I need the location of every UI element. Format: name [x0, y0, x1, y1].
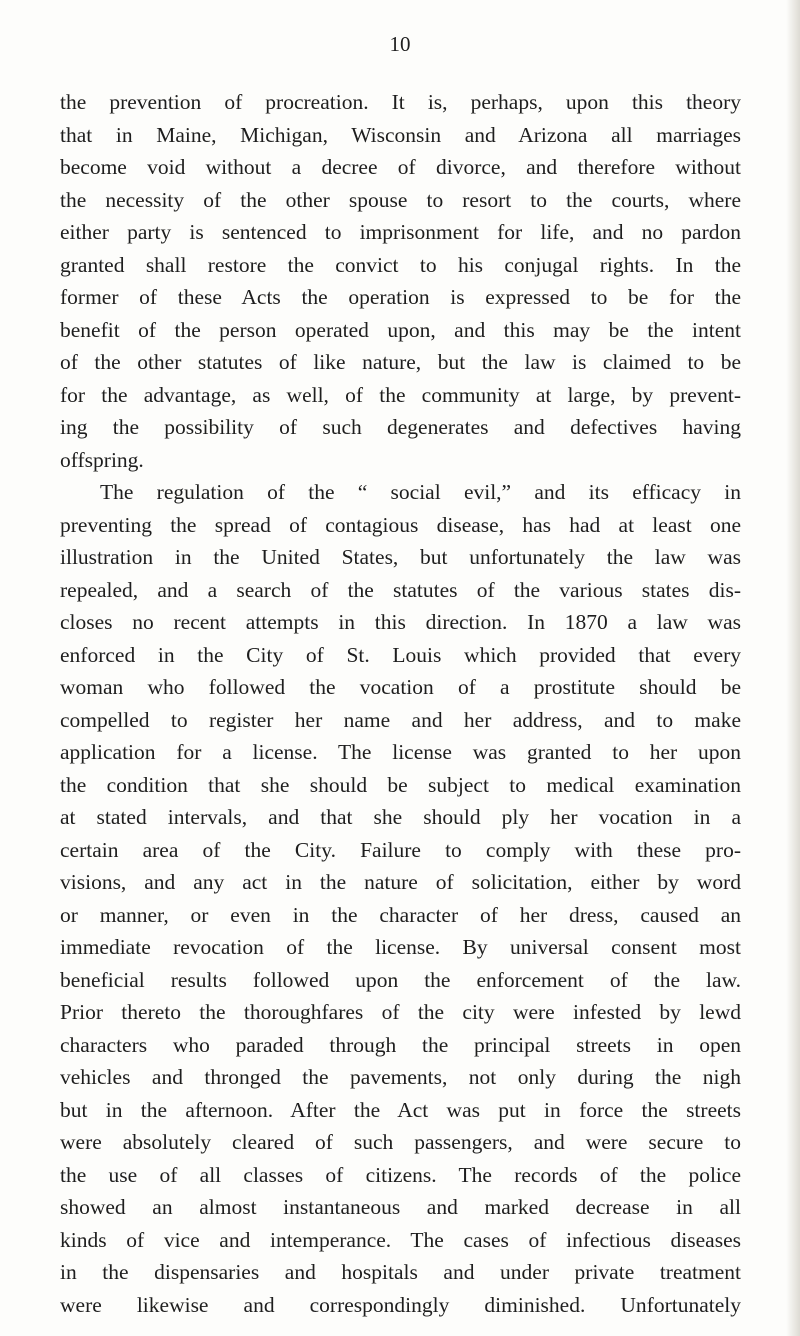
- text-line: either party is sentenced to imprisonment for life, and no pardon: [60, 220, 741, 244]
- text-line: enforced in the City of St. Louis which provided that every: [60, 642, 741, 667]
- text-line: become void without a decree of divorce, and therefore without: [60, 155, 741, 179]
- text-line: were absolutely cleared of such passengers, and were secure to: [60, 1130, 741, 1154]
- text-line: the prevention of procreation. It is, perhaps, upon this theory: [60, 90, 741, 114]
- text-line: ing the possibility of such degenerates and defectives having: [60, 415, 741, 439]
- body-text: [60, 86, 741, 1321]
- text-line: kinds of vice and intemperance. The cases of infectious diseases: [60, 1227, 741, 1252]
- text-line: Prior thereto the thoroughfares of the city were infested by lewd: [60, 1000, 741, 1024]
- text-line: the necessity of the other spouse to resort to the courts, where: [60, 187, 741, 212]
- text-line: closes no recent attempts in this direction. In 1870 a law was: [60, 610, 741, 634]
- page-number: 10: [389, 32, 411, 56]
- text-line: granted shall restore the convict to his conjugal rights. In the: [60, 252, 741, 277]
- text-line: that in Maine, Michigan, Wisconsin and Arizona all marriages: [60, 122, 741, 147]
- text-line: the use of all classes of citizens. The records of the police: [60, 1162, 741, 1187]
- text-line: for the advantage, as well, of the community at large, by prevent-: [60, 382, 741, 407]
- text-line: at stated intervals, and that she should ply her vocation in a: [60, 805, 741, 829]
- text-line: illustration in the United States, but unfortunately the law was: [60, 545, 741, 569]
- text-line: were likewise and correspondingly diminished. Unfortunately: [60, 1292, 741, 1317]
- text-line: the condition that she should be subject to medical examination: [60, 772, 741, 797]
- text-line: in the dispensaries and hospitals and under private treatment: [60, 1260, 741, 1284]
- text-line: The regulation of the “ social evil,” and its efficacy in: [100, 480, 741, 504]
- text-line: immediate revocation of the license. By universal consent most: [60, 935, 741, 959]
- text-line: of the other statutes of like nature, but the law is claimed to be: [60, 350, 741, 374]
- text-line: or manner, or even in the character of her dress, caused an: [60, 902, 741, 927]
- text-line: application for a license. The license was granted to her upon: [60, 740, 741, 764]
- text-line: characters who paraded through the principal streets in open: [60, 1032, 741, 1057]
- text-line: compelled to register her name and her address, and to make: [60, 707, 741, 732]
- page-edge-shadow: [786, 0, 800, 1336]
- text-line: benefit of the person operated upon, and this may be the intent: [60, 317, 741, 342]
- text-line: but in the afternoon. After the Act was put in force the streets: [60, 1097, 741, 1122]
- text-line: vehicles and thronged the pavements, not only during the nigh: [60, 1065, 741, 1089]
- text-line: certain area of the City. Failure to comply with these pro-: [60, 837, 741, 862]
- text-line: offspring.: [60, 447, 144, 472]
- text-line: showed an almost instantaneous and marked decrease in all: [60, 1195, 741, 1219]
- text-line: preventing the spread of contagious disease, has had at least one: [60, 512, 741, 537]
- text-line: beneficial results followed upon the enforcement of the law.: [60, 967, 741, 992]
- text-line: former of these Acts the operation is expressed to be for the: [60, 285, 741, 309]
- text-line: repealed, and a search of the statutes of the various states dis-: [60, 577, 741, 602]
- text-line: woman who followed the vocation of a prostitute should be: [60, 675, 741, 699]
- text-line: visions, and any act in the nature of solicitation, either by word: [60, 870, 741, 894]
